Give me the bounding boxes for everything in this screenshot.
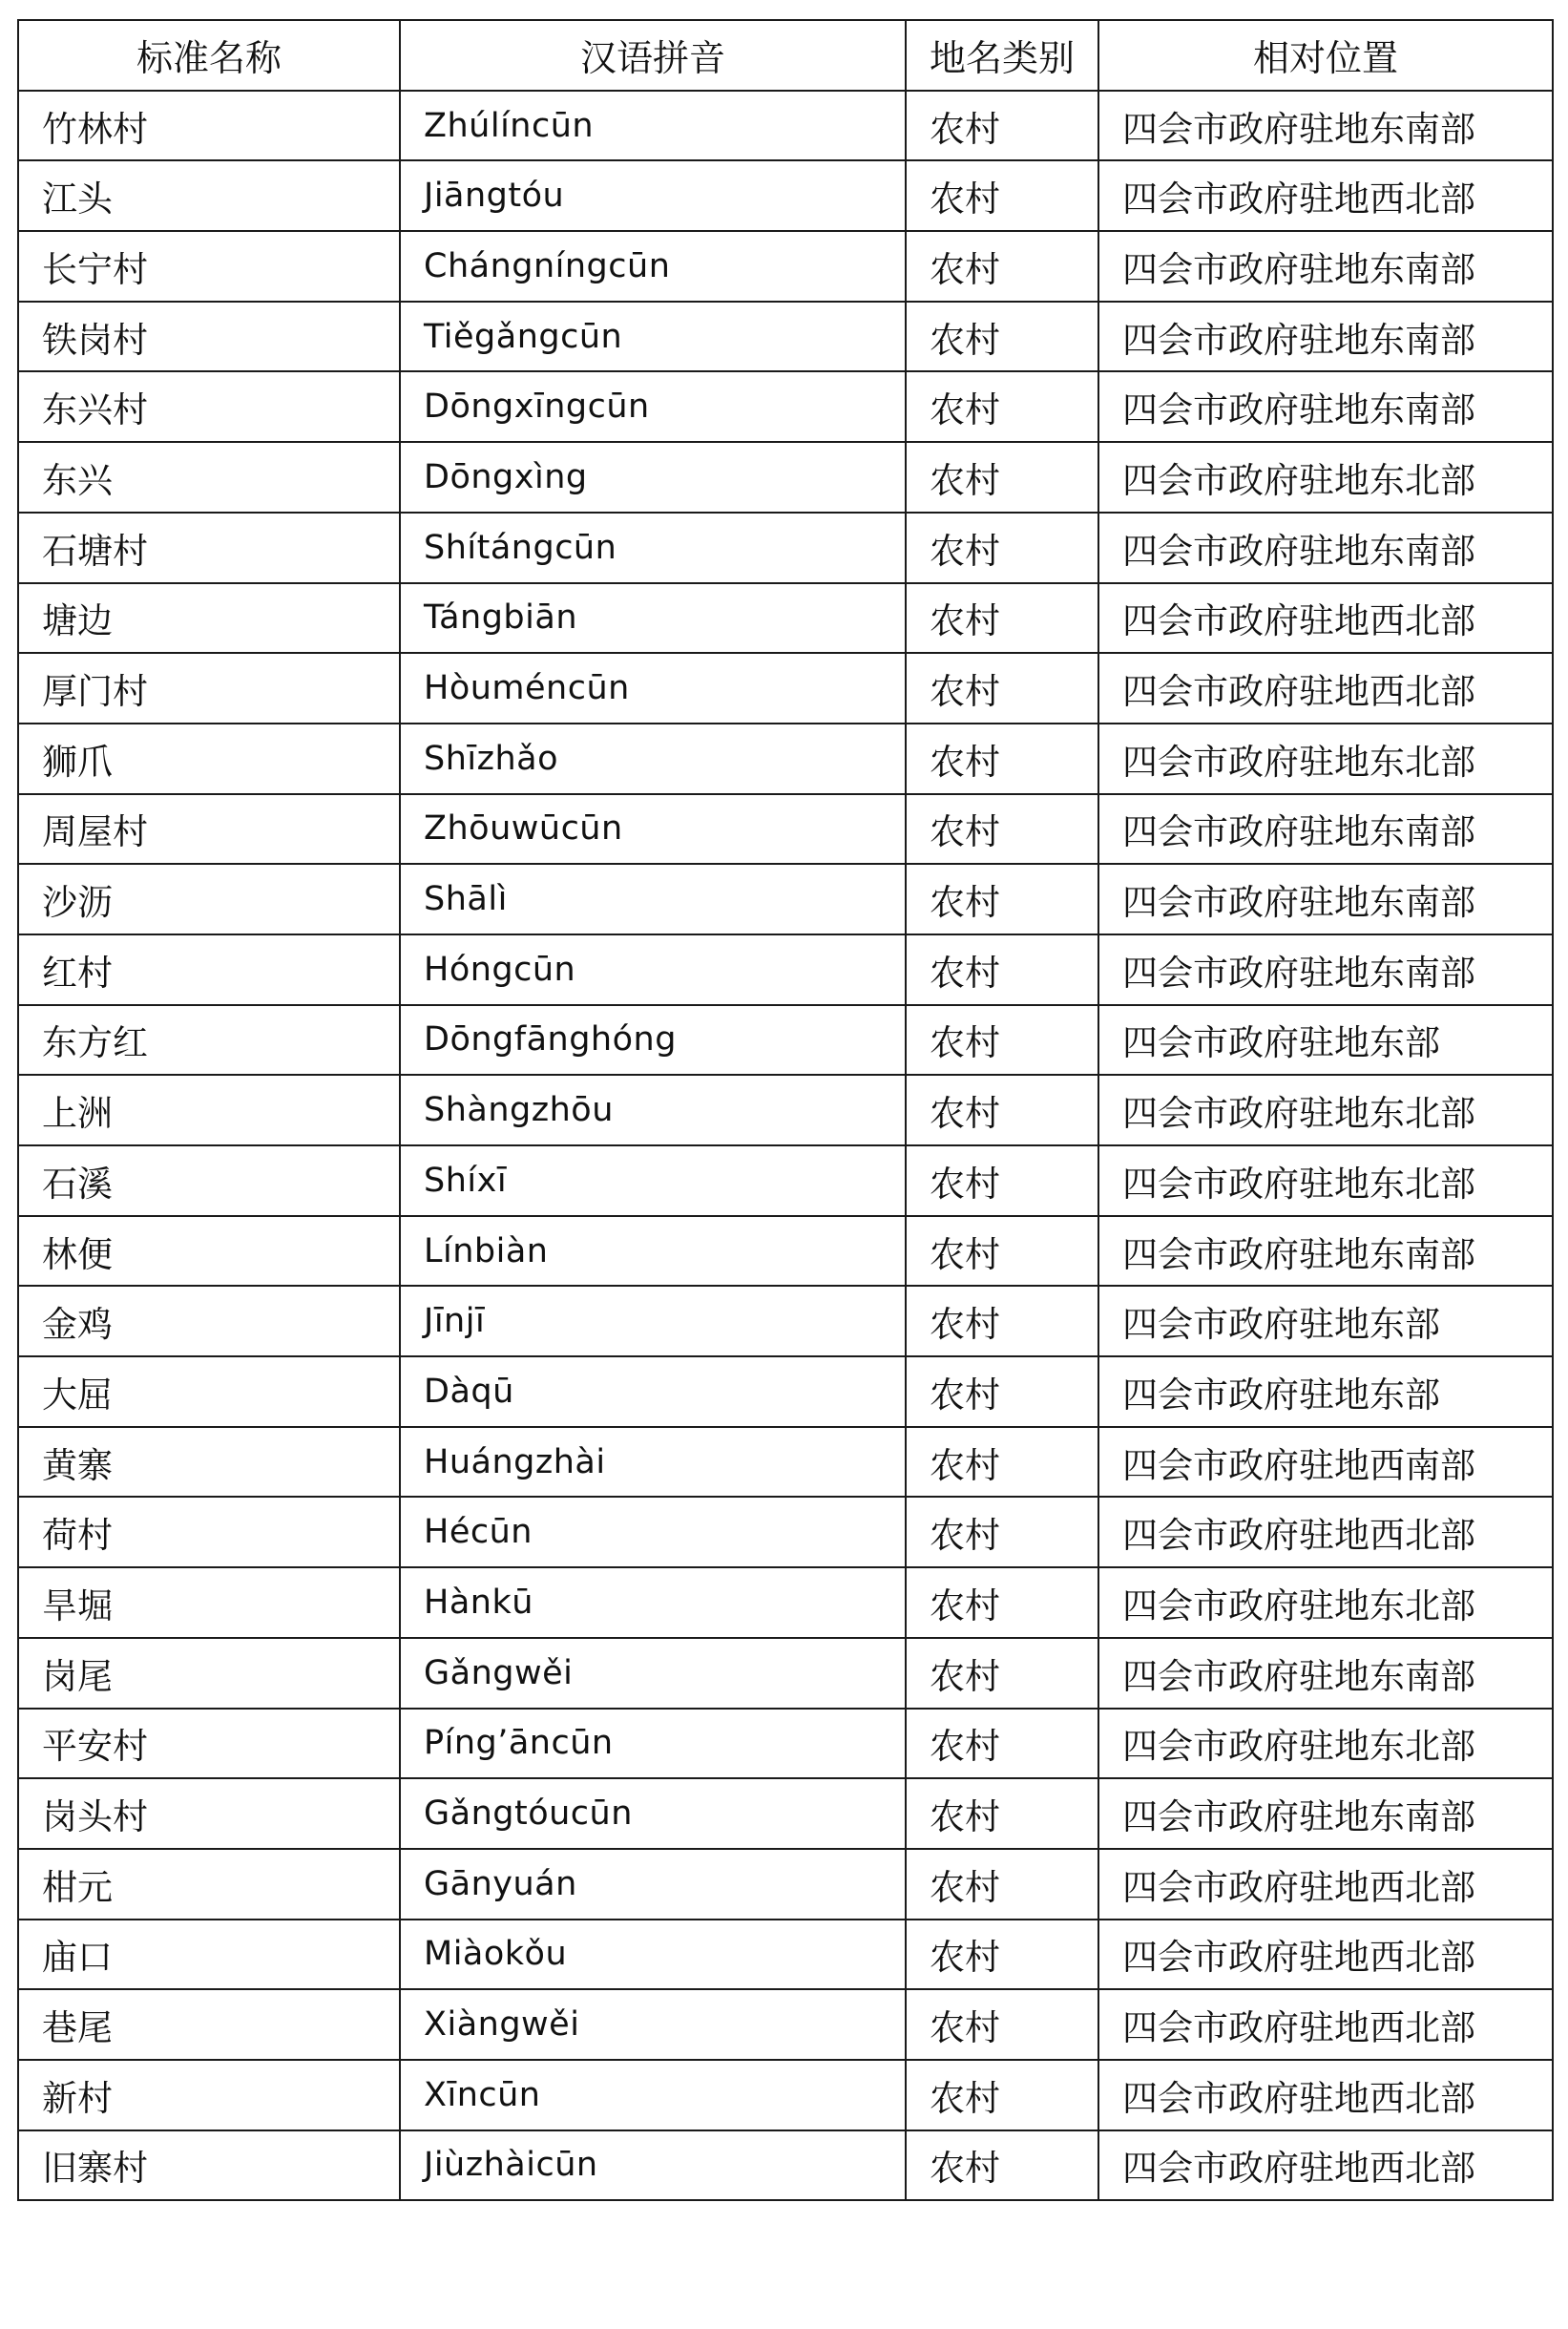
table-row [18, 1145, 1553, 1216]
cell-category: 农村 [906, 91, 1098, 161]
cell-category: 农村 [906, 1638, 1098, 1709]
cell-category: 农村 [906, 864, 1098, 934]
cell-relative-location: 四会市政府驻地西北部 [1098, 1920, 1553, 1990]
header-row [18, 20, 1553, 91]
cell-relative-location: 四会市政府驻地西北部 [1098, 2130, 1553, 2201]
cell-standard-name: 新村 [18, 2060, 400, 2130]
table-body [18, 91, 1553, 2201]
cell-pinyin: Gānyuán [400, 1849, 906, 1920]
cell-relative-location: 四会市政府驻地西北部 [1098, 653, 1553, 724]
cell-relative-location: 四会市政府驻地东南部 [1098, 864, 1553, 934]
table-row [18, 653, 1553, 724]
table-row [18, 934, 1553, 1005]
cell-category: 农村 [906, 1356, 1098, 1427]
cell-relative-location: 四会市政府驻地东北部 [1098, 1567, 1553, 1638]
cell-category: 农村 [906, 513, 1098, 583]
cell-category: 农村 [906, 1989, 1098, 2060]
cell-pinyin: Shítángcūn [400, 513, 906, 583]
table-row [18, 371, 1553, 442]
table-row [18, 1286, 1553, 1356]
cell-pinyin: Hóngcūn [400, 934, 906, 1005]
cell-pinyin: Dàqū [400, 1356, 906, 1427]
cell-pinyin: Gǎngwěi [400, 1638, 906, 1709]
table-row [18, 1427, 1553, 1498]
cell-category: 农村 [906, 1567, 1098, 1638]
cell-category: 农村 [906, 1075, 1098, 1145]
cell-standard-name: 竹林村 [18, 91, 400, 161]
cell-pinyin: Dōngxìng [400, 442, 906, 513]
table-row [18, 1778, 1553, 1849]
cell-relative-location: 四会市政府驻地东北部 [1098, 1709, 1553, 1779]
cell-category: 农村 [906, 1920, 1098, 1990]
place-name-table [17, 19, 1554, 2201]
cell-pinyin: Xīncūn [400, 2060, 906, 2130]
table-row [18, 91, 1553, 161]
cell-standard-name: 巷尾 [18, 1989, 400, 2060]
cell-pinyin: Miàokǒu [400, 1920, 906, 1990]
cell-relative-location: 四会市政府驻地西北部 [1098, 583, 1553, 654]
cell-category: 农村 [906, 1849, 1098, 1920]
cell-pinyin: Chángníngcūn [400, 231, 906, 302]
cell-pinyin: Gǎngtóucūn [400, 1778, 906, 1849]
cell-category: 农村 [906, 1145, 1098, 1216]
cell-pinyin: Jiùzhàicūn [400, 2130, 906, 2201]
cell-relative-location: 四会市政府驻地东南部 [1098, 934, 1553, 1005]
cell-relative-location: 四会市政府驻地东南部 [1098, 91, 1553, 161]
cell-pinyin: Tángbiān [400, 583, 906, 654]
cell-category: 农村 [906, 2130, 1098, 2201]
cell-pinyin: Jiāngtóu [400, 160, 906, 231]
cell-relative-location: 四会市政府驻地东南部 [1098, 231, 1553, 302]
cell-standard-name: 庙口 [18, 1920, 400, 1990]
cell-standard-name: 石塘村 [18, 513, 400, 583]
cell-relative-location: 四会市政府驻地西北部 [1098, 1849, 1553, 1920]
cell-standard-name: 铁岗村 [18, 302, 400, 372]
table-row [18, 2130, 1553, 2201]
cell-standard-name: 东方红 [18, 1005, 400, 1076]
cell-category: 农村 [906, 934, 1098, 1005]
cell-relative-location: 四会市政府驻地东北部 [1098, 1075, 1553, 1145]
table-row [18, 160, 1553, 231]
cell-relative-location: 四会市政府驻地东部 [1098, 1286, 1553, 1356]
cell-relative-location: 四会市政府驻地西北部 [1098, 1497, 1553, 1567]
cell-standard-name: 沙沥 [18, 864, 400, 934]
cell-standard-name: 长宁村 [18, 231, 400, 302]
cell-standard-name: 黄寨 [18, 1427, 400, 1498]
cell-category: 农村 [906, 1709, 1098, 1779]
cell-category: 农村 [906, 231, 1098, 302]
cell-category: 农村 [906, 724, 1098, 794]
cell-standard-name: 周屋村 [18, 794, 400, 865]
table-row [18, 583, 1553, 654]
cell-pinyin: Huángzhài [400, 1427, 906, 1498]
cell-category: 农村 [906, 1778, 1098, 1849]
table-row [18, 1216, 1553, 1287]
cell-relative-location: 四会市政府驻地东南部 [1098, 513, 1553, 583]
cell-category: 农村 [906, 1497, 1098, 1567]
cell-relative-location: 四会市政府驻地东北部 [1098, 724, 1553, 794]
table-row [18, 1920, 1553, 1990]
table-row [18, 1989, 1553, 2060]
table-row [18, 1849, 1553, 1920]
cell-category: 农村 [906, 1216, 1098, 1287]
cell-standard-name: 红村 [18, 934, 400, 1005]
cell-standard-name: 林便 [18, 1216, 400, 1287]
cell-standard-name: 荷村 [18, 1497, 400, 1567]
cell-relative-location: 四会市政府驻地东部 [1098, 1005, 1553, 1076]
cell-standard-name: 石溪 [18, 1145, 400, 1216]
cell-relative-location: 四会市政府驻地东南部 [1098, 371, 1553, 442]
cell-standard-name: 狮爪 [18, 724, 400, 794]
cell-relative-location: 四会市政府驻地西北部 [1098, 1989, 1553, 2060]
cell-standard-name: 旱堀 [18, 1567, 400, 1638]
table-row [18, 794, 1553, 865]
cell-standard-name: 江头 [18, 160, 400, 231]
cell-category: 农村 [906, 583, 1098, 654]
table-row [18, 1567, 1553, 1638]
table-row [18, 1638, 1553, 1709]
cell-standard-name: 厚门村 [18, 653, 400, 724]
cell-category: 农村 [906, 794, 1098, 865]
cell-pinyin: Zhōuwūcūn [400, 794, 906, 865]
cell-standard-name: 柑元 [18, 1849, 400, 1920]
cell-relative-location: 四会市政府驻地东部 [1098, 1356, 1553, 1427]
table-row [18, 864, 1553, 934]
cell-standard-name: 岗尾 [18, 1638, 400, 1709]
cell-pinyin: Zhúlíncūn [400, 91, 906, 161]
cell-standard-name: 大屈 [18, 1356, 400, 1427]
cell-standard-name: 上洲 [18, 1075, 400, 1145]
table-row [18, 1709, 1553, 1779]
cell-relative-location: 四会市政府驻地西北部 [1098, 2060, 1553, 2130]
header-category: 地名类别 [906, 20, 1098, 91]
cell-category: 农村 [906, 160, 1098, 231]
cell-pinyin: Hòuméncūn [400, 653, 906, 724]
cell-category: 农村 [906, 2060, 1098, 2130]
table-header [18, 20, 1553, 91]
cell-relative-location: 四会市政府驻地东北部 [1098, 442, 1553, 513]
header-pinyin: 汉语拼音 [400, 20, 906, 91]
cell-category: 农村 [906, 1427, 1098, 1498]
table-row [18, 1005, 1553, 1076]
cell-category: 农村 [906, 371, 1098, 442]
table-row [18, 513, 1553, 583]
cell-pinyin: Shàngzhōu [400, 1075, 906, 1145]
cell-relative-location: 四会市政府驻地东南部 [1098, 1778, 1553, 1849]
table-row [18, 724, 1553, 794]
cell-category: 农村 [906, 1286, 1098, 1356]
cell-relative-location: 四会市政府驻地东南部 [1098, 794, 1553, 865]
cell-standard-name: 东兴 [18, 442, 400, 513]
table-row [18, 1356, 1553, 1427]
cell-standard-name: 岗头村 [18, 1778, 400, 1849]
cell-pinyin: Dōngfānghóng [400, 1005, 906, 1076]
cell-pinyin: Shíxī [400, 1145, 906, 1216]
cell-standard-name: 平安村 [18, 1709, 400, 1779]
table-row [18, 302, 1553, 372]
table-row [18, 2060, 1553, 2130]
cell-relative-location: 四会市政府驻地东南部 [1098, 302, 1553, 372]
cell-pinyin: Jīnjī [400, 1286, 906, 1356]
cell-relative-location: 四会市政府驻地东南部 [1098, 1216, 1553, 1287]
table-row [18, 231, 1553, 302]
cell-standard-name: 东兴村 [18, 371, 400, 442]
cell-pinyin: Hànkū [400, 1567, 906, 1638]
cell-category: 农村 [906, 442, 1098, 513]
cell-category: 农村 [906, 653, 1098, 724]
cell-standard-name: 塘边 [18, 583, 400, 654]
cell-pinyin: Tiěgǎngcūn [400, 302, 906, 372]
header-relative-location: 相对位置 [1098, 20, 1553, 91]
cell-pinyin: Shālì [400, 864, 906, 934]
place-name-table-wrapper [17, 19, 1552, 2201]
cell-relative-location: 四会市政府驻地东北部 [1098, 1145, 1553, 1216]
cell-pinyin: Línbiàn [400, 1216, 906, 1287]
cell-standard-name: 旧寨村 [18, 2130, 400, 2201]
header-standard-name: 标准名称 [18, 20, 400, 91]
table-row [18, 442, 1553, 513]
cell-pinyin: Xiàngwěi [400, 1989, 906, 2060]
cell-relative-location: 四会市政府驻地西北部 [1098, 160, 1553, 231]
cell-pinyin: Hécūn [400, 1497, 906, 1567]
table-row [18, 1497, 1553, 1567]
cell-category: 农村 [906, 1005, 1098, 1076]
cell-category: 农村 [906, 302, 1098, 372]
table-row [18, 1075, 1553, 1145]
cell-standard-name: 金鸡 [18, 1286, 400, 1356]
cell-relative-location: 四会市政府驻地西南部 [1098, 1427, 1553, 1498]
cell-pinyin: Shīzhǎo [400, 724, 906, 794]
cell-pinyin: Píng’āncūn [400, 1709, 906, 1779]
cell-relative-location: 四会市政府驻地东南部 [1098, 1638, 1553, 1709]
cell-pinyin: Dōngxīngcūn [400, 371, 906, 442]
